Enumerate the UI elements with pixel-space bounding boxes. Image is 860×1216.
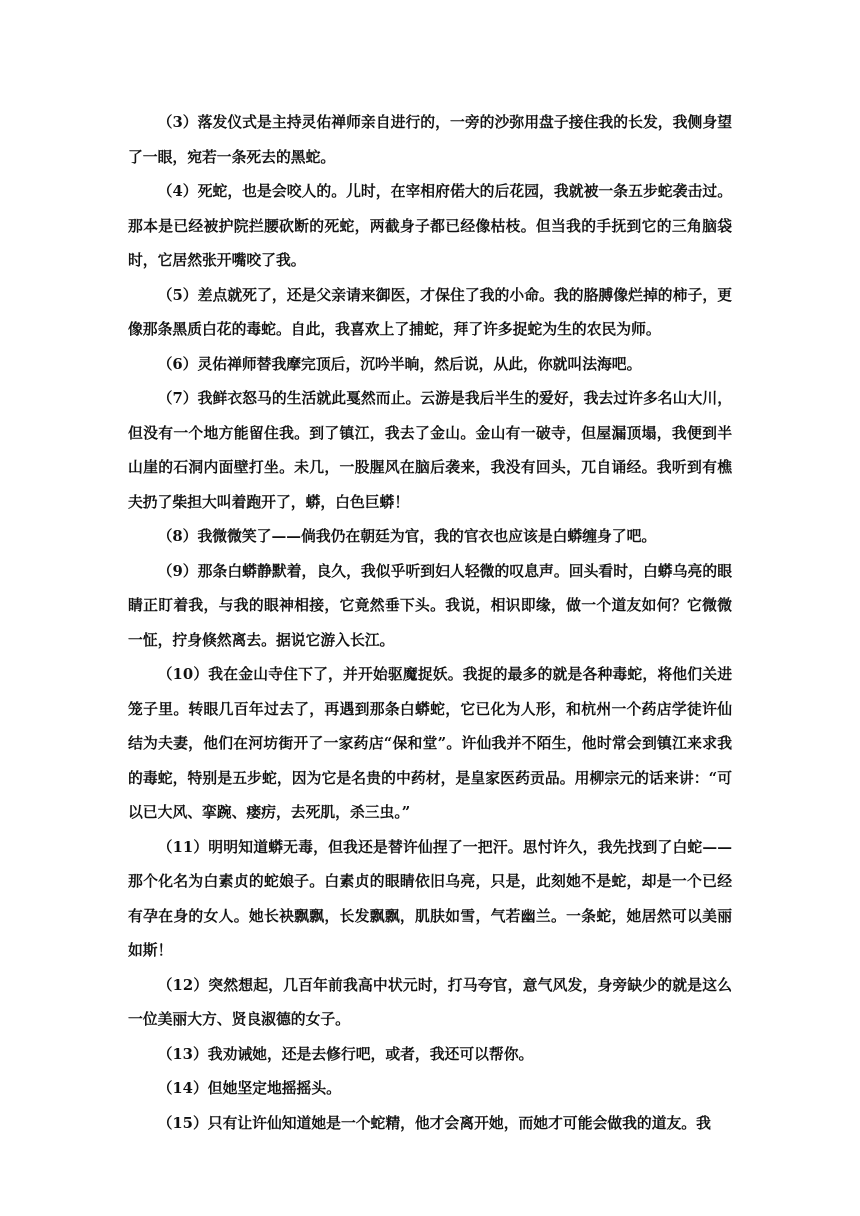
paragraph-11: （11）明明知道蟒无毒，但我还是替许仙捏了一把汗。思忖许久，我先找到了白蛇——那个化名为白素贞的蛇娘子。白素贞的眼睛依旧乌亮，只是，此刻她不是蛇，却是一个已经有孕在身的女人。她长袂飘飘，长发飘飘，肌肤如雪，气若幽兰。一条蛇，她居然可以美丽如斯！ (128, 838, 732, 959)
paragraph-6: （6）灵佑禅师替我摩完顶后，沉吟半晌，然后说，从此，你就叫法海吧。 (157, 355, 642, 373)
paragraph-15: （15）只有让许仙知道她是一个蛇精，他才会离开她，而她才可能会做我的道友。我 (157, 1114, 711, 1132)
paragraph-4: （4）死蛇，也是会咬人的。儿时，在宰相府偌大的后花园，我就被一条五步蛇袭击过。那本是已经被护院拦腰砍断的死蛇，两截身子都已经像枯枝。但当我的手抚到它的三角脑袋时，它居然张开嘴咬了我。 (128, 183, 732, 269)
paragraph-3: （3）落发仪式是主持灵佑禅师亲自进行的，一旁的沙弥用盘子接住我的长发，我侧身望了一眼，宛若一条死去的黑蛇。 (128, 114, 732, 166)
paragraph-8: （8）我微微笑了——倘我仍在朝廷为官，我的官衣也应该是白蟒缠身了吧。 (157, 528, 657, 545)
paragraph-9: （9）那条白蟒静默着，良久，我似乎听到妇人轻微的叹息声。回头看时，白蟒乌亮的眼睛正盯着我，与我的眼神相接，它竟然垂下头。我说，相识即缘，做一个道友如何？它微微一怔，拧身倏然离去。据说它游入长江。 (128, 562, 732, 649)
paragraph-10: （10）我在金山寺住下了，并开始驱魔捉妖。我捉的最多的就是各种毒蛇，将他们关进笼子里。转眼几百年过去了，再遇到那条白蟒蛇，它已化为人形，和杭州一个药店学徒许仙结为夫妻，他们在河坊街开了一家药店“保和堂”。许仙我并不陌生，他时常会到镇江来求我的毒蛇，特别是五步蛇，因为它是名贵的中药材，是皇家医药贡品。用柳宗元的话来讲：“可以已大风、挛踠、瘘疠，去死肌，杀三虫。” (128, 666, 732, 821)
paragraph-7: （7）我鲜衣怒马的生活就此戛然而止。云游是我后半生的爱好，我去过许多名山大川，但没有一个地方能留住我。到了镇江，我去了金山。金山有一破寺，但屋漏顶塌，我便到半山崖的石洞内面壁打坐。未几，一股腥风在脑后袭来，我没有回头，兀自诵经。我听到有樵夫扔了柴担大叫着跑开了，蟒，白色巨蟒！ (128, 390, 732, 511)
paragraph-13: （13）我劝诫她，还是去修行吧，或者，我还可以帮你。 (157, 1045, 534, 1063)
paragraph-14: （14）但她坚定地摇摇头。 (157, 1080, 341, 1097)
document-body (128, 106, 732, 1141)
paragraph-12: （12）突然想起，几百年前我高中状元时，打马夸官，意气风发，身旁缺少的就是这么一位美丽大方、贤良淑德的女子。 (128, 976, 732, 1028)
paragraph-5: （5）差点就死了，还是父亲请来御医，才保住了我的小命。我的胳膊像烂掉的柿子，更像那条黑质白花的毒蛇。自此，我喜欢上了捕蛇，拜了许多捉蛇为生的农民为师。 (128, 286, 732, 338)
